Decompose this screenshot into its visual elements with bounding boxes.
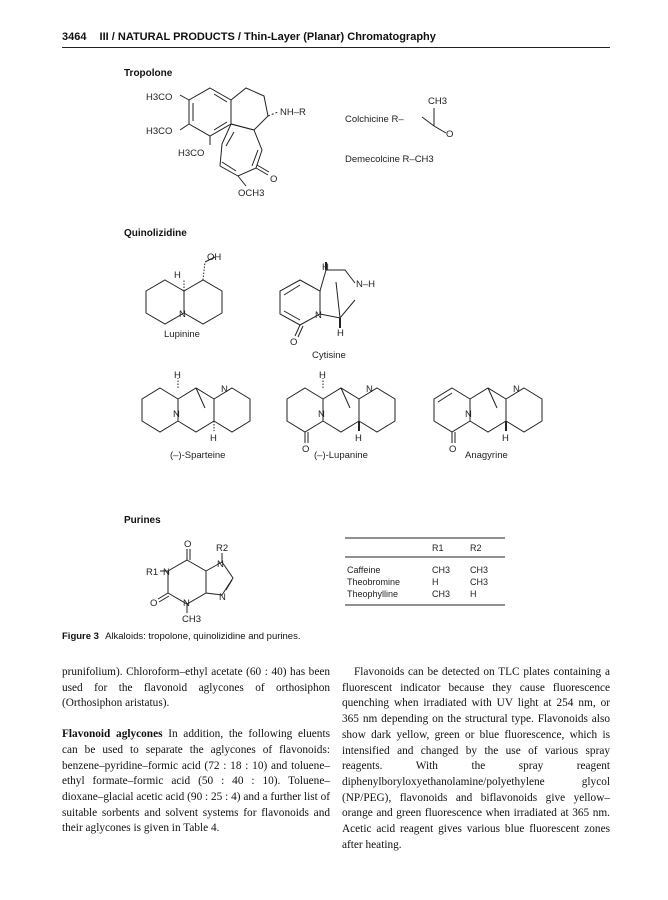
table-header-r1: R1 bbox=[432, 543, 444, 553]
table-row-r2: CH3 bbox=[470, 577, 489, 587]
left-column bbox=[62, 665, 330, 837]
demecolcine-label: Demecolcine R–CH3 bbox=[345, 154, 434, 165]
tropolone-group-1: H3CO bbox=[146, 92, 173, 103]
tropolone-group-2: H3CO bbox=[146, 126, 173, 137]
cytisine-n1: N bbox=[315, 310, 322, 321]
purine-n4: N bbox=[183, 598, 190, 609]
sparteine-h1: H bbox=[174, 370, 181, 381]
lupinine-name: Lupinine bbox=[164, 329, 200, 340]
lupanine-o: O bbox=[302, 444, 310, 455]
page-number: 3464 bbox=[62, 31, 87, 43]
anagyrine-h: H bbox=[502, 433, 509, 444]
figure-caption-label: Figure 3 bbox=[62, 631, 99, 642]
purine-n1: N bbox=[163, 567, 170, 578]
purine-r2: R2 bbox=[216, 543, 229, 554]
purine-n2: N bbox=[217, 559, 224, 570]
colchicine-ch3: CH3 bbox=[428, 96, 448, 107]
lupanine-h1: H bbox=[319, 370, 326, 381]
table-row-r1: CH3 bbox=[432, 589, 451, 599]
sparteine-h2: H bbox=[210, 433, 217, 444]
cytisine-o: O bbox=[290, 337, 298, 348]
table-row-r1: CH3 bbox=[432, 565, 451, 575]
lupinine-n: N bbox=[179, 309, 186, 320]
purine-o2: O bbox=[150, 598, 158, 609]
figure-caption bbox=[62, 631, 300, 642]
table-header-r2: R2 bbox=[470, 543, 482, 553]
cytisine-structure bbox=[280, 262, 355, 337]
section-tropolone: Tropolone bbox=[124, 68, 173, 79]
figure-caption-text: Alkaloids: tropolone, quinolizidine and purines. bbox=[105, 631, 301, 642]
lupanine-structure bbox=[287, 378, 395, 443]
lupanine-name: (–)-Lupanine bbox=[314, 450, 368, 461]
table-row-r2: CH3 bbox=[470, 565, 489, 575]
section-purines: Purines bbox=[124, 515, 161, 526]
colchicine-o: O bbox=[446, 129, 454, 140]
right-column bbox=[342, 665, 610, 853]
anagyrine-o: O bbox=[449, 444, 457, 455]
anagyrine-structure bbox=[434, 388, 542, 443]
tropolone-group-3: H3CO bbox=[178, 148, 205, 159]
anagyrine-name: Anagyrine bbox=[465, 450, 508, 461]
cytisine-h1: H bbox=[322, 262, 329, 273]
tropolone-group-4: OCH3 bbox=[238, 188, 265, 199]
tropolone-group-5: O bbox=[270, 174, 278, 185]
purine-ch3: CH3 bbox=[182, 614, 202, 625]
right-paragraph-1: Flavonoids can be detected on TLC plates containing a fluorescent indicator because they cause fluorescence quenching when irradiated with UV light at 254 nm, or 365 nm depending on the structural type. Flavonoids also show dark yellow, green or blue fluorescence, which is intensified and changed by the use of various spray reagents. With the spray reagent diphenylboryloxyethanolamine/polyethylene glycol (NP/PEG), flavonoids and biflavonoids give yellow–orange and green fluorescence when irradiated at 365 nm. Acetic acid reagent gives various blue fluorescent zones after heating. bbox=[342, 666, 610, 851]
tropolone-structure bbox=[180, 88, 448, 186]
table-row-name: Theophylline bbox=[347, 589, 399, 599]
colchicine-label: Colchicine R– bbox=[345, 114, 404, 125]
flavonoid-aglycones-heading: Flavonoid aglycones bbox=[62, 728, 163, 741]
sparteine-name: (–)-Sparteine bbox=[170, 450, 226, 461]
purine-table bbox=[347, 543, 488, 599]
tropolone-group-6: NH–R bbox=[280, 107, 306, 118]
anagyrine-n2: N bbox=[513, 384, 520, 395]
purine-o1: O bbox=[184, 539, 192, 550]
left-paragraph-1: prunifolium). Chloroform–ethyl acetate (60 : 40) has been used for the flavonoid aglycones of orthosiphon (Orthosiphon aristatus). bbox=[62, 666, 330, 710]
lupanine-n2: N bbox=[366, 384, 373, 395]
left-paragraph-2-body: In addition, the following eluents can be used to separate the aglycones of flavonoids: benzene–pyridine–formic acid (72 : 18 : 10) and toluene–ethyl formate–formic acid (50 : 40 : 10). Toluene–dioxane–glacial acetic acid (90 : 25 : 4) and a further list of suitable sorbents and solvent systems for flavonoids and their aglycones is given in Table 4. bbox=[62, 728, 330, 835]
table-row-r2: H bbox=[470, 589, 477, 599]
section-quinolizidine: Quinolizidine bbox=[124, 228, 187, 239]
table-row-name: Theobromine bbox=[347, 577, 401, 587]
sparteine-n2: N bbox=[221, 384, 228, 395]
lupinine-oh: OH bbox=[207, 252, 222, 263]
running-title: III / NATURAL PRODUCTS / Thin-Layer (Planar) Chromatography bbox=[99, 31, 436, 43]
lupanine-h2: H bbox=[355, 433, 362, 444]
purine-n3: N bbox=[219, 592, 226, 603]
sparteine-structure bbox=[142, 378, 250, 432]
table-row-name: Caffeine bbox=[347, 565, 381, 575]
anagyrine-n1: N bbox=[465, 409, 472, 420]
sparteine-n1: N bbox=[173, 409, 180, 420]
cytisine-h2: H bbox=[337, 328, 344, 339]
cytisine-name: Cytisine bbox=[312, 350, 346, 361]
purine-r1: R1 bbox=[146, 567, 159, 578]
left-paragraph-2 bbox=[62, 727, 330, 837]
lupanine-n1: N bbox=[318, 409, 325, 420]
table-row-r1: H bbox=[432, 577, 439, 587]
lupinine-h: H bbox=[174, 270, 181, 281]
cytisine-nh: N–H bbox=[356, 279, 376, 290]
